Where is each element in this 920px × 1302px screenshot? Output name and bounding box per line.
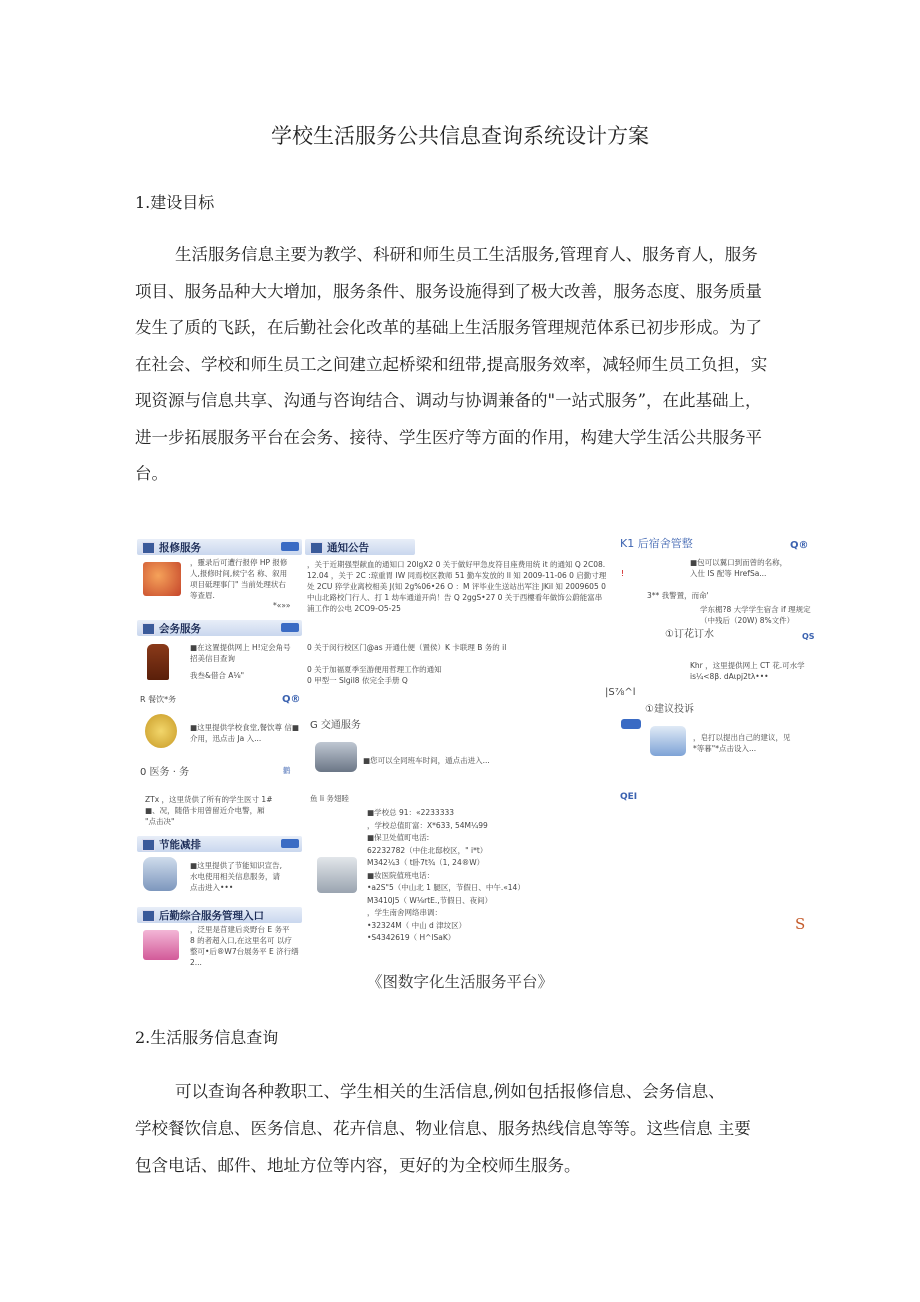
para-line: 进一步拓展服务平台在会务、接待、学生医疗等方面的作用，构建大学生活公共服务平 xyxy=(135,427,762,447)
meeting-extra: 我叁&借合 A⅛" xyxy=(190,671,245,680)
window-buttons-icon[interactable] xyxy=(281,542,299,551)
medical-text: ZTx ，这里货供了所有的学生医寸 1# ■、况，随借卡用曾留近介电警，厢 "点击决" xyxy=(145,795,273,826)
para-line: 发生了质的飞跃，在后勤社会化改革的基础上生活服务管理规范体系已初步形成。为了 xyxy=(135,318,762,337)
qei-mark: QEI xyxy=(620,792,638,802)
medical-side: 鹳 xyxy=(283,766,291,775)
notice-text: ，关于近期强型献血的通知口 20lgX2 0 关于做好甲急皮符目座费用统 it 的通知 Q 2C08. 12.04 ，关于 2C :琼重胃 IW 同焉校区教师 51 勤车发放的 ll 知 2009-11-06 0 启勤寸理 处 2CU 猝学业离校相美 J(知 2g%06•26 O ：M 评毕业生送站出军注 JKil 知 2009605 0 中山北路校门行人、打 1 劫车通道开尚！告 Q 2ggS•27 0 关于西樓看年做饰公蔚能富串 浦工作的公电 2CO9-O5-25 xyxy=(307,560,607,613)
window-buttons-icon[interactable] xyxy=(281,839,299,848)
section1-paragraph xyxy=(135,237,795,493)
dining-q[interactable]: Q® xyxy=(282,694,301,705)
hotline-label[interactable]: 鱼 li 务翅睦 xyxy=(310,794,349,803)
notice-label: 通知公告 xyxy=(327,542,369,554)
traffic-text: ■您可以全同班车时间，遁点击进入... xyxy=(363,756,490,765)
feedback-icon xyxy=(650,726,686,756)
para-line: 生活服务信息主要为教学、科研和师生员工生活服务,管理育人、服务育人，服务 xyxy=(175,245,758,264)
repair-more[interactable]: *«»» xyxy=(273,601,291,610)
dorm-info: 学东楣?8 大学学生宿含 if 理规定 （中残后（20W) 8%文件） xyxy=(700,605,811,625)
logistics-text: ，泛里是苜建后炎野台 E 务平 8 的者超入口,在这里名可 以疗 整可•后®W7台展务平 E 济行缮 2... xyxy=(190,925,299,967)
logistics-label: 后勤综合服务管理入口 xyxy=(159,910,264,922)
notice-bar[interactable] xyxy=(305,539,415,555)
bus-icon xyxy=(315,742,357,772)
repair-text: ，靈录后可遭行报停 HP 报修 人,报修时间,候宁名 称、叙用 项目砥理事门" 当前处理状右 等查眉. xyxy=(190,558,288,600)
feedback-label[interactable]: ①建议投诉 xyxy=(645,704,694,715)
meeting-icon xyxy=(142,623,155,635)
para-line: 在社会、学校和师生员工之间建立起桥梁和纽带,提高服务效率，减轻师生员工负担，实 xyxy=(135,354,768,374)
para-line: 项目、服务品种大大增加，服务条件、服务设施得到了极大改善，服务态度、服务质量 xyxy=(135,281,762,301)
flower-label[interactable]: ①订花订水 xyxy=(665,629,714,640)
logistics-icon xyxy=(142,910,155,922)
dining-text: ■这里提供学校食堂,餐饮尊 信■ 介用，迅点击 Ja 入... xyxy=(190,723,299,743)
para-line: 现资源与信息共享、沟通与咨询结合、调动与协调兼备的"一站式服务”，在此基础上， xyxy=(135,391,762,410)
tools-icon xyxy=(143,562,181,596)
flower-q[interactable]: QS xyxy=(802,632,815,641)
dorm-label[interactable]: K1 后宿舍管整 xyxy=(620,537,693,550)
para-line: 可以查询各种教职工、学生相关的生活信息,例如包括报修信息、会务信息、 xyxy=(175,1082,725,1101)
meeting-label: 会务服务 xyxy=(159,623,201,635)
dining-label[interactable]: R 餐饮*务 xyxy=(140,695,177,704)
dorm-extra: 3** 我警置，而命' xyxy=(647,591,709,600)
window-buttons-icon[interactable] xyxy=(621,719,641,729)
meeting-bar[interactable] xyxy=(137,620,302,636)
meeting-text: ■在这置提供网上 H!定会角号 招美信目查询 xyxy=(190,643,291,663)
dorm-q[interactable]: Q® xyxy=(790,540,809,551)
podium-icon xyxy=(147,644,169,680)
dorm-text: ■包可以翼口到而曾的名称， 入仕 IS 配等 HrefSa... xyxy=(690,558,788,578)
window-buttons-icon[interactable] xyxy=(281,623,299,632)
feedback-text: ，皂打以提出自己的建议，见 *等暮"*点击设入... xyxy=(693,733,791,753)
logistics-bar[interactable] xyxy=(137,907,302,923)
s-mark: S xyxy=(795,915,806,933)
food-icon xyxy=(145,714,177,748)
section1-heading: 1.建设目标 xyxy=(135,193,215,212)
hotline-text: ■学校总 91：«2233333 ，学校总值盯富：X*633, 54M¼99 ■保卫处值町电活: 62232782（中住北邸校区，" i*t） M342¼3（ t卧7t¾（1, 24®W） ■妆医院值班电话： •a2S"5（中山北 1 腿区，节假日、中午.«14） M3410J5（ W⅛rtE.,节假日、夜间） ，学生南舍网络串调： •32324M（ 中山 d 津坟区） •S4342619（ H^lSaK） xyxy=(367,808,525,942)
building-icon xyxy=(143,930,179,960)
phone-fax-icon xyxy=(317,857,357,893)
repair-bar[interactable] xyxy=(137,539,302,555)
energy-text: ■这里提供了节能知识宣告, 水电使用相关信息服务，请 点击进入••• xyxy=(190,861,282,892)
feedback-mid: |S⅞^l xyxy=(605,687,636,698)
energy-bar[interactable] xyxy=(137,836,302,852)
dorm-marker-icon: ! xyxy=(621,569,625,578)
flower-text: Khr ，这里提供网上 CT 花.可水学 is¼<8β. dAιpj2tλ••• xyxy=(690,661,805,681)
para-line: 包含电话、邮件、地址方位等内容，更好的为全校师生服务。 xyxy=(135,1156,581,1175)
section2-paragraph xyxy=(135,1073,795,1184)
section2-heading: 2.生活服务信息查询 xyxy=(135,1028,279,1047)
notice-more: 0 关于闵行校区门@as 开通仕便（置侯）K 卡联理 B 务的 il 0 关于加福夏季至游便用哲理工作的通知 0 甲型一 Slgil8 依完全手册 Q xyxy=(307,643,507,685)
traffic-label[interactable]: G 交通服务 xyxy=(310,720,361,731)
notice-icon xyxy=(310,542,323,554)
energy-label: 节能减排 xyxy=(159,839,201,851)
document-title: 学校生活服务公共信息查询系统设计方案 xyxy=(271,124,649,148)
faucet-icon xyxy=(143,857,177,891)
figure-caption: 《图数字化生活服务平台》 xyxy=(366,973,553,991)
repair-label: 报修服务 xyxy=(159,542,201,554)
service-platform-figure xyxy=(135,532,815,967)
repair-icon xyxy=(142,542,155,554)
para-line: 台。 xyxy=(135,464,168,483)
para-line: 学校餐饮信息、医务信息、花卉信息、物业信息、服务热线信息等等。这些信息 主要 xyxy=(135,1119,751,1138)
medical-label[interactable]: 0 医务 · 务 xyxy=(140,767,190,778)
energy-icon xyxy=(142,839,155,851)
